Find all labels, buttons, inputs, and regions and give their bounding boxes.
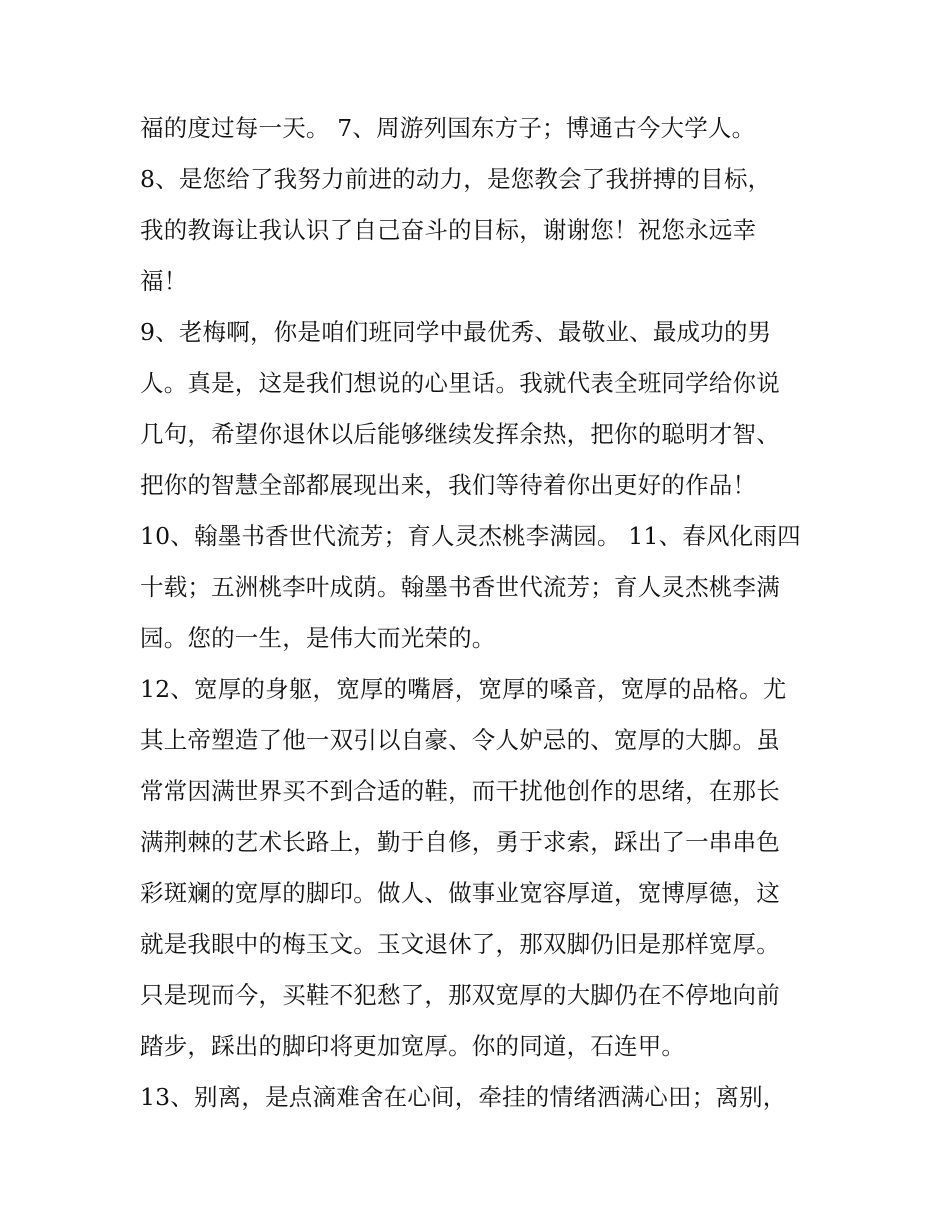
text-line: 就是我眼中的梅玉文。玉文退休了，那双脚仍旧是那样宽厚。 [140,930,780,958]
text-line: 福！ [140,267,188,295]
text-line: 我的教诲让我认识了自己奋斗的目标，谢谢您！祝您永远幸 [140,216,757,244]
text-line: 十载；五洲桃李叶成荫。翰墨书香世代流芳；育人灵杰桃李满 [140,573,780,601]
text-line: 其上帝塑造了他一双引以自豪、令人妒忌的、宽厚的大脚。虽 [140,726,780,754]
text-line: 踏步，踩出的脚印将更加宽厚。你的同道，石连甲。 [140,1032,686,1060]
text-line: 彩斑斓的宽厚的脚印。做人、做事业宽容厚道，宽博厚德，这 [140,879,780,907]
text-line: 10、翰墨书香世代流芳；育人灵杰桃李满园。 11、春风化雨四 [140,522,801,550]
text-line: 13、别离，是点滴难舍在心间，牵挂的情绪洒满心田；离别， [140,1083,787,1111]
text-line: 几句，希望你退休以后能够继续发挥余热，把你的聪明才智、 [140,420,780,448]
text-line: 福的度过每一天。 7、周游列国东方子；博通古今大学人。 [140,114,756,142]
text-line: 园。您的一生，是伟大而光荣的。 [140,624,496,652]
text-line: 9、老梅啊，你是咱们班同学中最优秀、最敬业、最成功的男 [140,318,772,346]
text-line: 12、宽厚的身躯，宽厚的嘴唇，宽厚的嗓音，宽厚的品格。尤 [140,675,787,703]
text-line: 满荆棘的艺术长路上，勤于自修，勇于求索，踩出了一串串色 [140,828,780,856]
text-line: 人。真是，这是我们想说的心里话。我就代表全班同学给你说 [140,369,780,397]
text-line: 只是现而今，买鞋不犯愁了，那双宽厚的大脚仍在不停地向前 [140,981,780,1009]
text-line: 8、是您给了我努力前进的动力，是您教会了我拼搏的目标， [140,165,772,193]
text-line: 常常因满世界买不到合适的鞋，而干扰他创作的思绪，在那长 [140,777,780,805]
text-line: 把你的智慧全部都展现出来，我们等待着你出更好的作品！ [140,471,757,499]
